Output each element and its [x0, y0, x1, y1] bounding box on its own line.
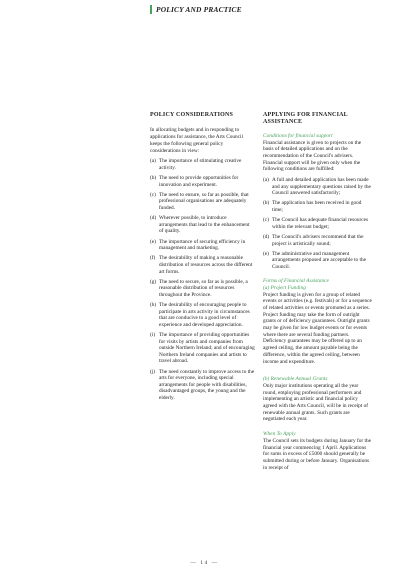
list-marker: (a)	[150, 158, 156, 165]
list-item-text: The need to ensure, so far as possible, that professional organisations are adequately funded.	[159, 191, 249, 211]
project-funding-text: Project funding is given for a group of related events or activities (e.g. festivals) or for a sequence of related activities or events promoted as a series. Project funding may take the form of outright grants or of deficiency guarantees. Outright grants may be given for low budget events or for events where there are several funding partners. Deficiency guarantees may be offered up to an agreed ceiling, the amount payable being the difference, within the agreed ceiling, between income and expenditure.	[263, 291, 372, 365]
when-to-apply-subheading: When To Apply	[263, 431, 296, 438]
when-to-apply-text: The Council sets its budgets during January for the financial year commencing 1 April. Applications for sums in excess of £5000 should generally be submitted during or before January. Organisations in receipt of	[263, 437, 371, 471]
policy-item	[150, 369, 255, 402]
forms-subheading: Forms of Financial Assistance	[263, 278, 329, 285]
policy-intro: In allocating budgets and in responding to applications for assistance, the Arts Council keeps the following general policy considerations in view:	[150, 127, 243, 154]
list-item-text: The need constantly to improve access to the arts for everyone, including special arrangements for people with disabilities, disadvantaged groups, the young and the elderly.	[159, 368, 255, 401]
policy-list	[150, 158, 255, 401]
list-marker: (b)	[150, 175, 157, 181]
list-item-text: The application has been received in good time;	[272, 200, 362, 213]
list-marker: (d)	[150, 215, 157, 222]
list-item-text: The importance of stimulating creative activity.	[159, 158, 242, 171]
running-head	[150, 5, 242, 14]
list-item-text: The importance of securing efficiency in management and marketing.	[159, 238, 246, 252]
list-marker: (j)	[150, 368, 155, 375]
running-head-rule	[150, 5, 152, 14]
list-item-text: The desirability of encouraging people to participate in arts activity in circumstances that are conducive to a good level of experience and developed appreciation.	[159, 302, 250, 328]
policy-considerations-column	[150, 112, 255, 405]
conditions-subheading: Conditions for financial support	[263, 132, 333, 139]
applying-heading: APPLYING FOR FINANCIAL ASSISTANCE	[263, 112, 348, 126]
condition-item	[263, 177, 373, 197]
list-marker: (c)	[150, 191, 156, 198]
list-marker: (f)	[150, 255, 156, 262]
policy-item	[150, 255, 255, 275]
project-funding-subheading: (a) Project Funding	[263, 284, 306, 291]
list-marker: (i)	[150, 332, 155, 339]
list-marker: (b)	[263, 200, 270, 207]
list-marker: (c)	[263, 217, 269, 224]
condition-item	[263, 217, 373, 230]
renewable-grants-subheading: (b) Renewable Annual Grants	[263, 376, 328, 383]
policy-item	[150, 302, 255, 328]
list-marker: (e)	[150, 238, 156, 245]
policy-item	[150, 279, 255, 299]
conditions-list	[263, 177, 373, 271]
list-item-text: The Council has adequate financial resources within the relevant budget;	[272, 217, 369, 230]
list-item-text: The Council's advisers recommend that the project is artistically sound;	[272, 233, 364, 247]
list-item-text: The administrative and management arrangements proposed are acceptable to the Council.	[272, 250, 366, 270]
policy-considerations-heading: POLICY CONSIDERATIONS	[150, 112, 234, 118]
list-marker: (a)	[263, 177, 269, 184]
condition-item	[263, 234, 373, 247]
list-item-text: A full and detailed application has been made and any supplementary questions raised by the Council answered satisfactorily;	[272, 177, 371, 197]
policy-item	[150, 332, 255, 365]
list-marker: (e)	[263, 250, 269, 257]
list-marker: (h)	[150, 302, 157, 309]
condition-item	[263, 200, 373, 213]
applying-for-assistance-column	[263, 112, 373, 475]
list-item-text: The need to secure, so far as is possible, a reasonable distribution of resources throughout the Province.	[159, 278, 248, 298]
policy-item	[150, 239, 255, 252]
list-item-text: Wherever possible, to introduce arrangements that lead to the enhancement of quality.	[159, 215, 250, 235]
policy-item	[150, 215, 255, 235]
list-item-text: The need to provide opportunities for innovation and experiment.	[159, 175, 239, 188]
policy-item	[150, 158, 255, 171]
condition-item	[263, 251, 373, 271]
renewable-grants-text: Only major institutions operating all the year round, employing professional performers and implementing an artistic and financial policy agreed with the Arts Council, will be in receipt of renewable annual grants. Such grants are negotiated each year.	[263, 382, 369, 423]
list-item-text: The desirability of making a reasonable distribution of resources across the different art forms.	[159, 255, 253, 275]
list-item-text: The importance of providing opportunities for visits by artists and companies from outside Northern Ireland; and of encouraging Northern Ireland companies and artists to travel abroad.	[159, 332, 255, 365]
policy-item	[150, 192, 255, 212]
policy-item	[150, 175, 255, 188]
list-marker: (d)	[263, 233, 270, 240]
page-number: — 14 —	[190, 560, 219, 566]
conditions-intro: Financial assistance is given to projects on the basis of detailed applications and on the recommendation of the Council's advisers. Financial support will be given only when the following conditions are fulfilled:	[263, 139, 362, 173]
list-marker: (g)	[150, 278, 157, 285]
running-head-title: POLICY AND PRACTICE	[156, 5, 242, 14]
